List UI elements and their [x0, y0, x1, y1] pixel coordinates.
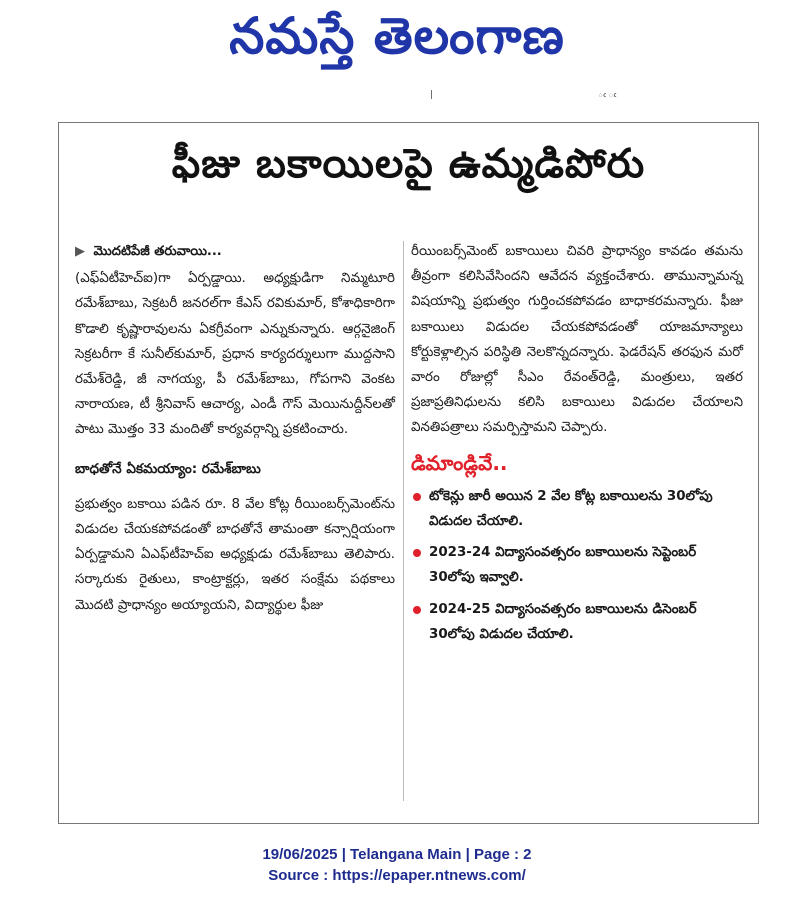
demand-item [411, 540, 743, 590]
article-clip [58, 122, 759, 824]
article-headline: ఫీజు బకాయిలపై ఉమ్మడిపోరు [171, 141, 646, 187]
left-column [75, 239, 395, 628]
bullet-icon [413, 606, 421, 614]
column-divider [403, 241, 404, 801]
demand-text: టోకెన్లు జారీ అయిన 2 వేల కోట్ల బకాయిలను 30లోపు విడుదల చేయాలి. [429, 488, 713, 530]
demand-text: 2024-25 విద్యాసంవత్సరం బకాయిలను డిసెంబర్ 30లోపు విడుదల చేయాలి. [429, 601, 697, 642]
demand-item [411, 597, 743, 647]
subheading: బాధతోనే ఏకమయ్యాం: రమేశ్‌బాబు [75, 460, 261, 477]
right-column [411, 239, 743, 653]
masthead-fragment-left: | [430, 90, 434, 100]
masthead-title: నమస్తే తెలంగాణ [229, 6, 565, 65]
masthead [0, 0, 794, 100]
demand-text: 2023-24 విద్యాసంవత్సరం బకాయిలను సెప్టెంబర్ 30లోపు ఇవ్వాలి. [429, 545, 697, 586]
continuation-text: మొదటిపేజీ తరువాయి... [93, 244, 222, 259]
footer-source: Source : https://epaper.ntnews.com/ [268, 867, 526, 884]
bullet-icon [413, 493, 421, 501]
demands-heading: డిమాండ్లివే.. [411, 450, 508, 475]
footer-date-edition: 19/06/2025 | Telangana Main | Page : 2 [262, 846, 532, 863]
triangle-right-icon: ▶ [75, 244, 85, 259]
body-paragraph: (ఎఫ్ఏటీహెచ్ఐ)గా ఏర్పడ్డాయి. అధ్యక్షుడిగా నిమ్మటూరి రమేశ్‌బాబు, సెక్రటరీ జనరల్‌గా కేఎస్ రవికుమార్, కోశాధికారిగా కొడాలి కృష్ణారావులను ఏకగ్రీవంగా ఎన్నుకున్నారు. ఆర్గనైజింగ్ సెక్రటరీగా కే సునీల్‌కుమార్, ప్రధాన కార్యదర్శులుగా ముద్దసాని రమేశ్‌రెడ్డి, జీ నాగయ్య, పీ రమేశ్‌బాబు, గోపగాని వెంకట నారాయణ, టీ శ్రీనివాస్ ఆచార్య, ఎండీ గౌస్ మెయినుద్దీన్‌లతో పాటు మొత్తం 33 మందితో కార్యవర్గాన్ని ప్రకటించారు. [75, 271, 395, 438]
demand-item [411, 484, 743, 534]
bullet-icon [413, 549, 421, 557]
body-paragraph: ప్రభుత్వం బకాయి పడిన రూ. 8 వేల కోట్ల రీయింబర్స్‌మెంట్‌ను విడుదల చేయకపోవడంతో బాధతోనే తామంతా కన్సార్షియంగా ఏర్పడ్డామని ఏఎఫ్‌టీహెచ్ఐ అధ్యక్షుడు రమేశ్‌బాబు తెలిపారు. సర్కారుకు రైతులు, కాంట్రాక్టర్లు, ఇతర సంక్షేమ పథకాలు మొదటి ప్రాధాన్యం అయ్యాయని, విద్యార్థుల ఫీజు [75, 496, 395, 613]
body-paragraph: రీయింబర్స్‌మెంట్ బకాయిలు చివరి ప్రాధాన్యం కావడం తమను తీవ్రంగా కలిసివేసిందని ఆవేదన వ్యక్తంచేశారు. తామున్నామన్న విషయాన్ని ప్రభుత్వం గుర్తించకపోవడం బాధాకరమన్నారు. ఫీజు బకాయిలు విడుదల చేయకపోవడంతో యాజమాన్యాలు కోర్టుకెళ్లాల్సిన పరిస్థితి నెలకొన్నదన్నారు. ఫెడరేషన్ తరఫున మరో వారం రోజుల్లో సీఎం రేవంత్‌రెడ్డి, మంత్రులు, ఇతర ప్రజాప్రతినిధులను కలిసి బకాయిలు విడుదల చేయాలని వినతిపత్రాలు సమర్పిస్తామని చెప్పారు. [411, 244, 743, 436]
masthead-fragment-right: ఁ ఁ [598, 90, 617, 100]
continuation-label [75, 239, 395, 264]
